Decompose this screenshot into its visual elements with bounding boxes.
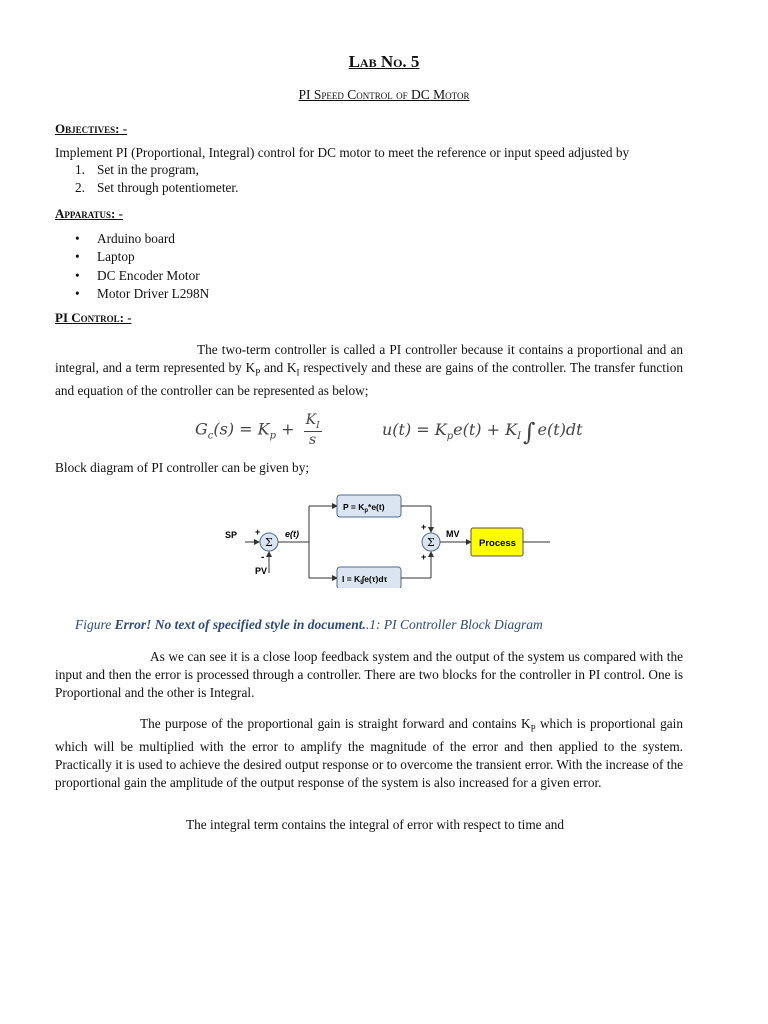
objectives-heading: Objectives: - — [55, 121, 128, 136]
list-item: • Arduino board — [75, 231, 175, 246]
plus-sign-1: + — [255, 527, 261, 537]
integral-term-paragraph: The integral term contains the integral of error with respect to time and — [186, 817, 565, 832]
sigma-1-label: Σ — [265, 536, 273, 549]
apparatus-list — [75, 230, 209, 303]
list-item: • DC Encoder Motor — [75, 267, 200, 283]
objectives-list — [75, 161, 238, 197]
list-item: • Laptop — [75, 249, 135, 265]
list-item: • Motor Driver L298N — [75, 285, 210, 301]
proportional-gain-paragraph: The purpose of the proportional gain is straight forward and contains $K_P$ which is proportional gain which will be multiplied with the error to amplify the magnitude of the error and then applied to the system. Practically it is used to achieve the desired output response or to overcome the transient error. With the increase of the proportional gain the amplitude of the output response of the system is also increased for a given error. — [55, 716, 684, 790]
controller-equation: $u(t) = K_pe(t) + K_I\int$ e(t)dt — [382, 418, 583, 446]
sigma-2-label: Σ — [427, 536, 435, 549]
block-diagram-intro: Block diagram of PI controller can be given by; — [55, 460, 310, 475]
objectives-intro: Implement PI (Proportional, Integral) control for DC motor to meet the reference or input speed adjusted by — [55, 145, 630, 160]
minus-sign-1: - — [261, 552, 265, 563]
mv-label: MV — [446, 529, 460, 539]
plus-sign-3: + — [421, 552, 427, 562]
integral-block-label: $I = K_I\int e(\tau)d\tau$ — [342, 574, 388, 586]
lab-title: Lab No. 5 — [348, 52, 420, 71]
pi-control-paragraph: The two-term controller is called a PI controller because it contains a proportional and an integral, and a term represented by $K_P$ and $K_I$ respectively and these are gains of the controller. The transfer function and equation of the controller can be represented as below; — [55, 342, 683, 398]
process-block-label: Process — [479, 538, 516, 549]
sp-label: SP — [225, 530, 238, 540]
feedback-paragraph: As we can see it is a close loop feedback system and the output of the system us compared with the input and then the error is processed through a controller. There are two blocks for the controller in PI control. One is Proportional and the other is Integral. — [55, 649, 683, 700]
figure-caption: Figure Error! No text of specified style in document..1: PI Controller Block Diagram — [75, 617, 543, 632]
lab-subtitle: PI Speed Control of DC Motor — [298, 87, 470, 102]
pi-block-diagram — [225, 488, 550, 588]
list-item: 2. Set through potentiometer. — [75, 180, 239, 195]
apparatus-heading: Apparatus: - — [55, 206, 123, 221]
plus-sign-2: + — [421, 522, 427, 532]
controller-transfer-function: $G_c(s) = K_p$ + $\frac{K_I}{s}$ — [195, 412, 320, 448]
list-item: 1. Set in the program, — [75, 162, 199, 177]
proportional-block-label: $P = K_p*e(t)$ — [343, 502, 385, 514]
pi-control-heading: PI Control: - — [55, 310, 132, 325]
error-signal-label: e(t) — [285, 529, 299, 539]
pv-label: PV — [255, 566, 268, 576]
